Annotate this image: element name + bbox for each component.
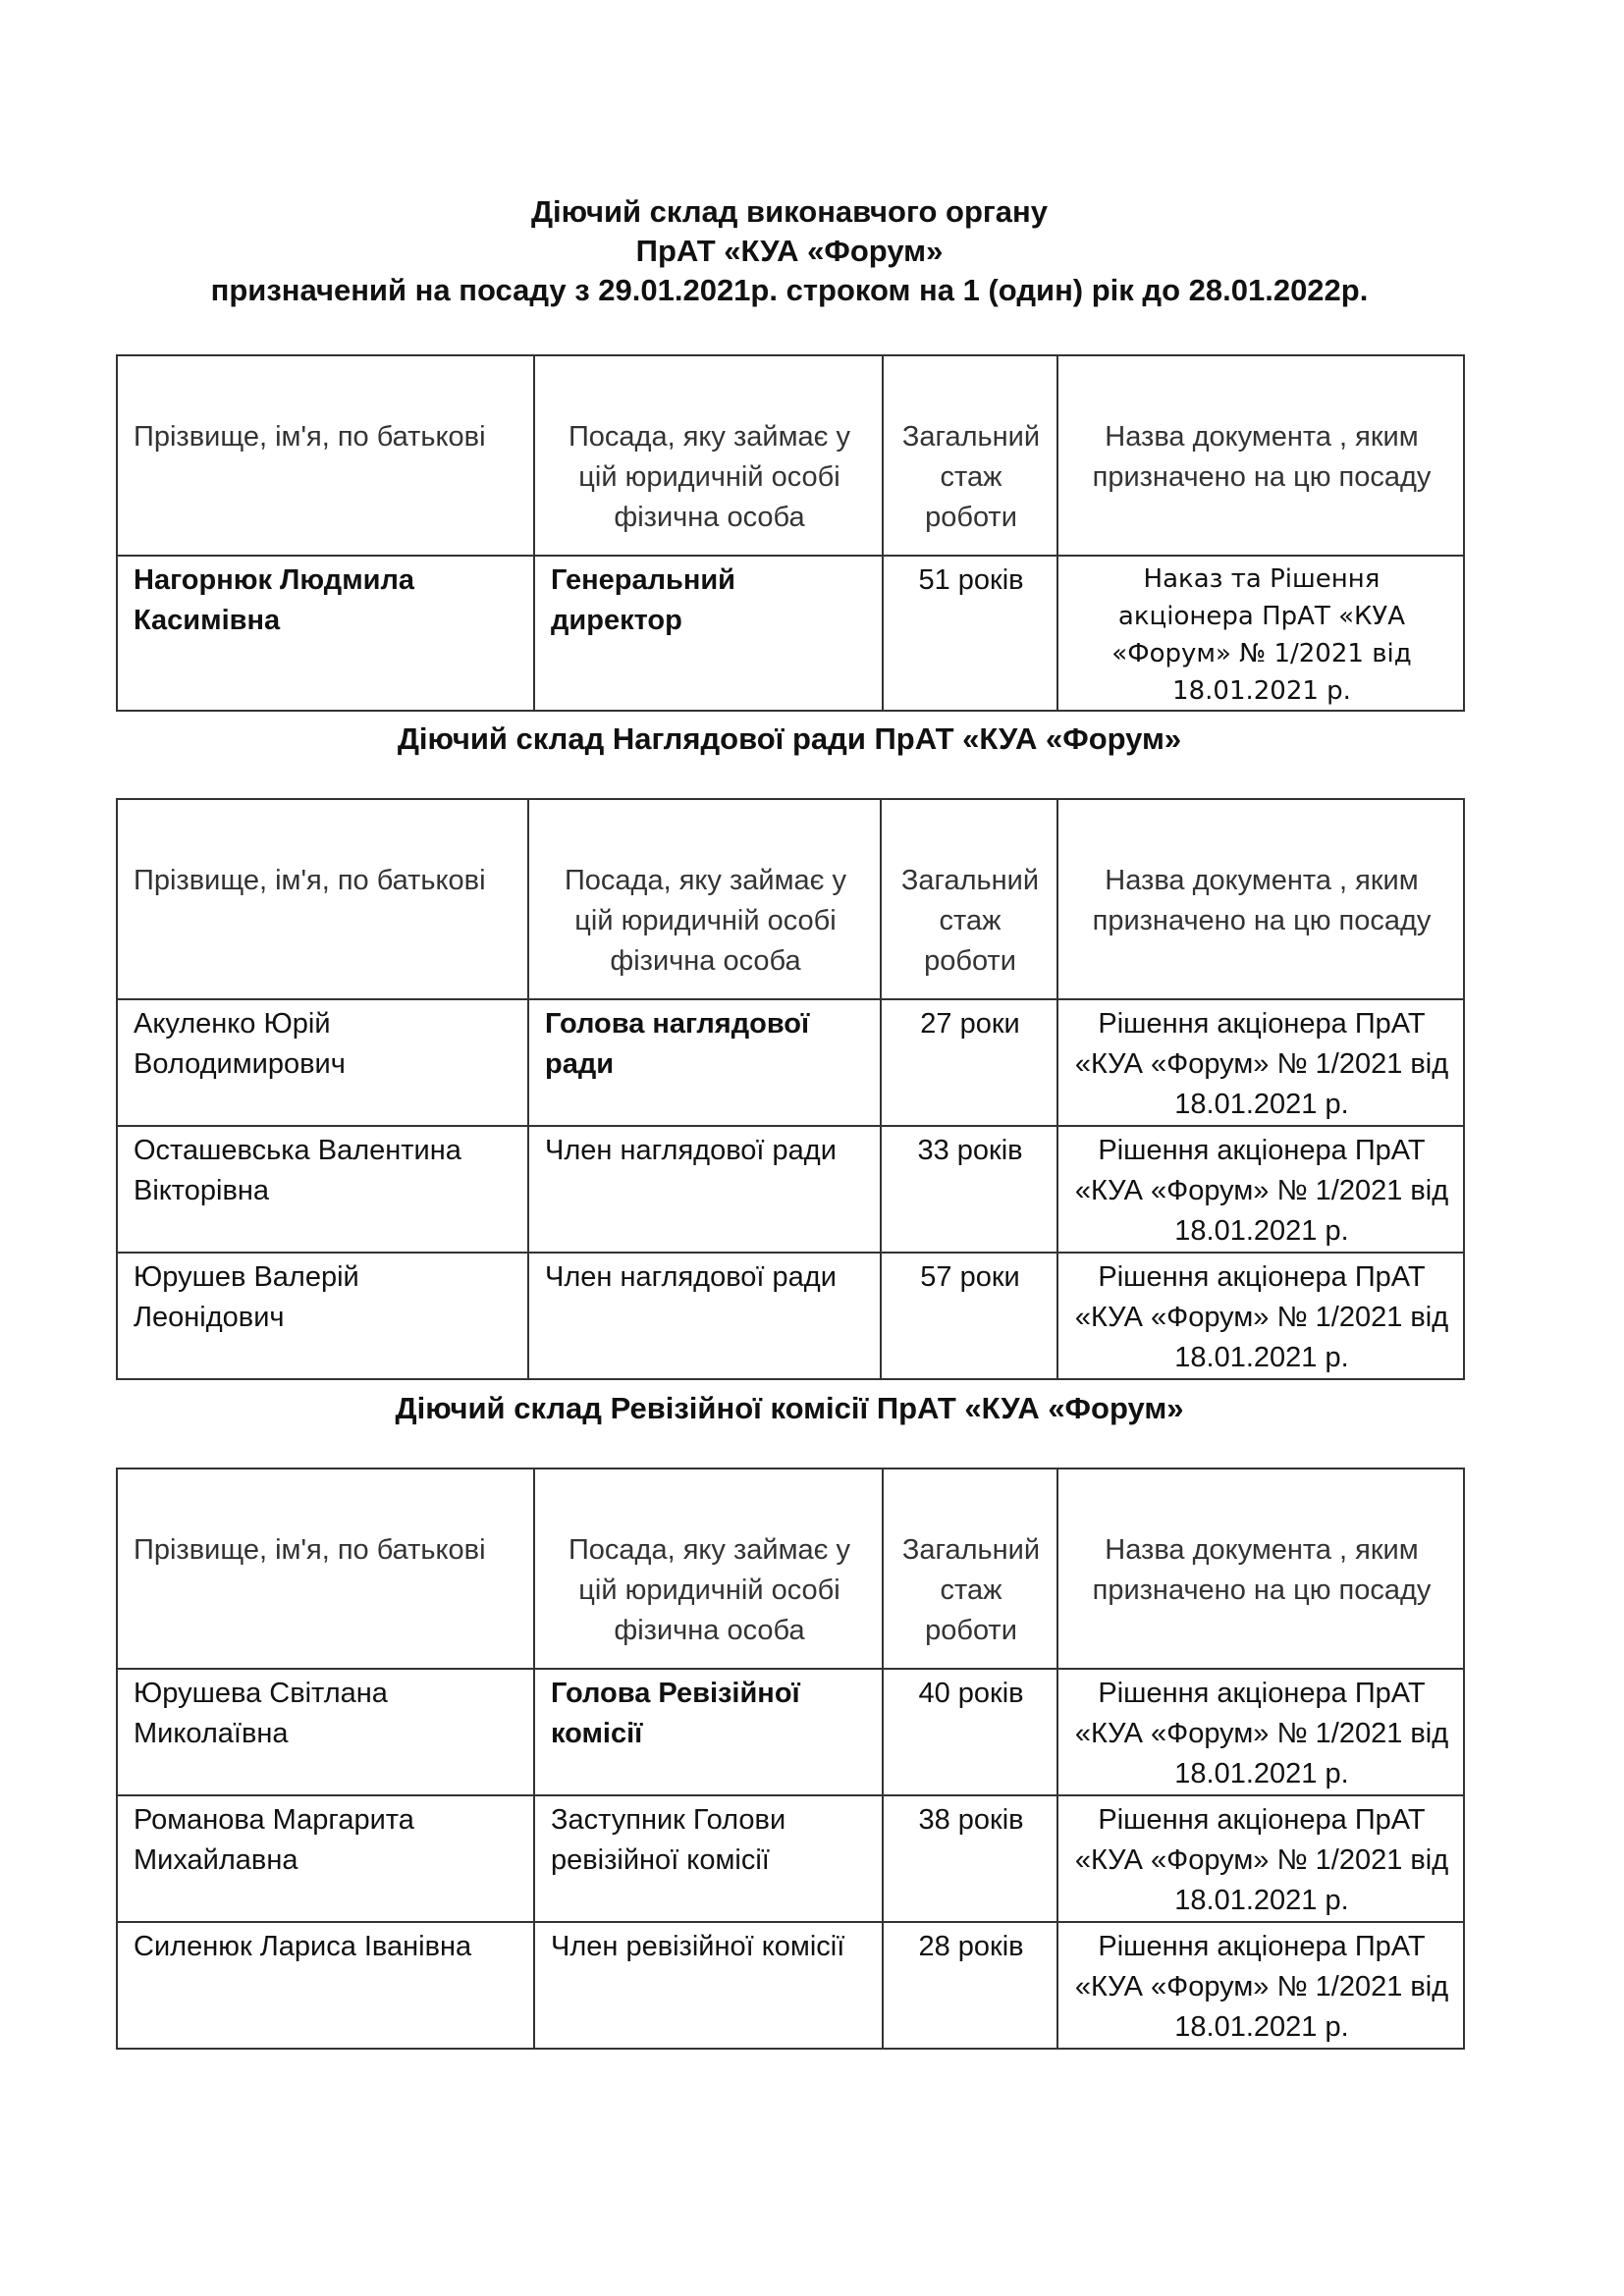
supervisory-table xyxy=(116,798,1465,1380)
cell-name: Романова Маргарита Михайлавна xyxy=(117,1795,534,1922)
cell-position: Генеральний директор xyxy=(534,556,883,711)
cell-document: Наказ та Рішення акціонера ПрАТ «КУА «Форум» № 1/2021 від 18.01.2021 р. xyxy=(1057,556,1464,711)
cell-document: Рішення акціонера ПрАТ «КУА «Форум» № 1/2021 від 18.01.2021 р. xyxy=(1057,999,1464,1126)
cell-name: Осташевська Валентина Вікторівна xyxy=(117,1126,528,1253)
cell-position: Член ревізійної комісії xyxy=(534,1922,883,2049)
cell-name: Юрушев Валерій Леонідович xyxy=(117,1253,528,1379)
audit-title: Діючий склад Ревізійної комісії ПрАТ «КУА «Форум» xyxy=(395,1391,1184,1425)
header-experience: Загальний стаж роботи xyxy=(883,355,1057,556)
cell-document: Рішення акціонера ПрАТ «КУА «Форум» № 1/2021 від 18.01.2021 р. xyxy=(1057,1795,1464,1922)
header-experience: Загальний стаж роботи xyxy=(881,799,1057,999)
title-line-1: Діючий склад виконавчого органу xyxy=(530,194,1049,229)
cell-document: Рішення акціонера ПрАТ «КУА «Форум» № 1/2021 від 18.01.2021 р. xyxy=(1057,1253,1464,1379)
cell-name: Акуленко Юрій Володимирович xyxy=(117,999,528,1126)
executive-table xyxy=(116,354,1465,712)
cell-experience: 40 років xyxy=(883,1669,1057,1795)
audit-table xyxy=(116,1468,1465,2050)
table-row xyxy=(117,999,1464,1126)
table-row xyxy=(117,1669,1464,1795)
cell-position: Голова наглядової ради xyxy=(528,999,881,1126)
cell-document: Рішення акціонера ПрАТ «КУА «Форум» № 1/2021 від 18.01.2021 р. xyxy=(1057,1126,1464,1253)
header-position: Посада, яку займає у цій юридичній особі фізична особа xyxy=(534,355,883,556)
title-line-3: призначений на посаду з 29.01.2021р. строком на 1 (один) рік до 28.01.2022р. xyxy=(210,273,1369,307)
cell-experience: 57 роки xyxy=(881,1253,1057,1379)
header-document: Назва документа , яким призначено на цю посаду xyxy=(1057,799,1464,999)
header-document: Назва документа , яким призначено на цю посаду xyxy=(1057,355,1464,556)
cell-experience: 38 років xyxy=(883,1795,1057,1922)
table-header-row xyxy=(117,355,1464,556)
cell-name: Юрушева Світлана Миколаївна xyxy=(117,1669,534,1795)
cell-experience: 28 років xyxy=(883,1922,1057,2049)
table-header-row xyxy=(117,1468,1464,1669)
table-row xyxy=(117,1253,1464,1379)
cell-experience: 33 років xyxy=(881,1126,1057,1253)
cell-position: Голова Ревізійної комісії xyxy=(534,1669,883,1795)
cell-position: Член наглядової ради xyxy=(528,1253,881,1379)
cell-experience: 51 років xyxy=(883,556,1057,711)
header-position: Посада, яку займає у цій юридичній особі фізична особа xyxy=(534,1468,883,1669)
document-title xyxy=(116,192,1463,310)
table-row xyxy=(117,556,1464,711)
supervisory-title: Діючий склад Наглядової ради ПрАТ «КУА «Форум» xyxy=(397,721,1182,756)
cell-experience: 27 роки xyxy=(881,999,1057,1126)
cell-document: Рішення акціонера ПрАТ «КУА «Форум» № 1/2021 від 18.01.2021 р. xyxy=(1057,1669,1464,1795)
cell-name: Нагорнюк Людмила Касимівна xyxy=(117,556,534,711)
table-header-row xyxy=(117,799,1464,999)
table-row xyxy=(117,1922,1464,2049)
cell-document: Рішення акціонера ПрАТ «КУА «Форум» № 1/2021 від 18.01.2021 р. xyxy=(1057,1922,1464,2049)
cell-name: Силенюк Лариса Іванівна xyxy=(117,1922,534,2049)
header-position: Посада, яку займає у цій юридичній особі фізична особа xyxy=(528,799,881,999)
table-row xyxy=(117,1126,1464,1253)
cell-position: Член наглядової ради xyxy=(528,1126,881,1253)
header-name: Прізвище, ім'я, по батькові xyxy=(117,355,534,556)
header-document: Назва документа , яким призначено на цю посаду xyxy=(1057,1468,1464,1669)
title-line-2: ПрАТ «КУА «Форум» xyxy=(635,234,944,268)
header-experience: Загальний стаж роботи xyxy=(883,1468,1057,1669)
table-row xyxy=(117,1795,1464,1922)
header-name: Прізвище, ім'я, по батькові xyxy=(117,1468,534,1669)
cell-position: Заступник Голови ревізійної комісії xyxy=(534,1795,883,1922)
header-name: Прізвище, ім'я, по батькові xyxy=(117,799,528,999)
